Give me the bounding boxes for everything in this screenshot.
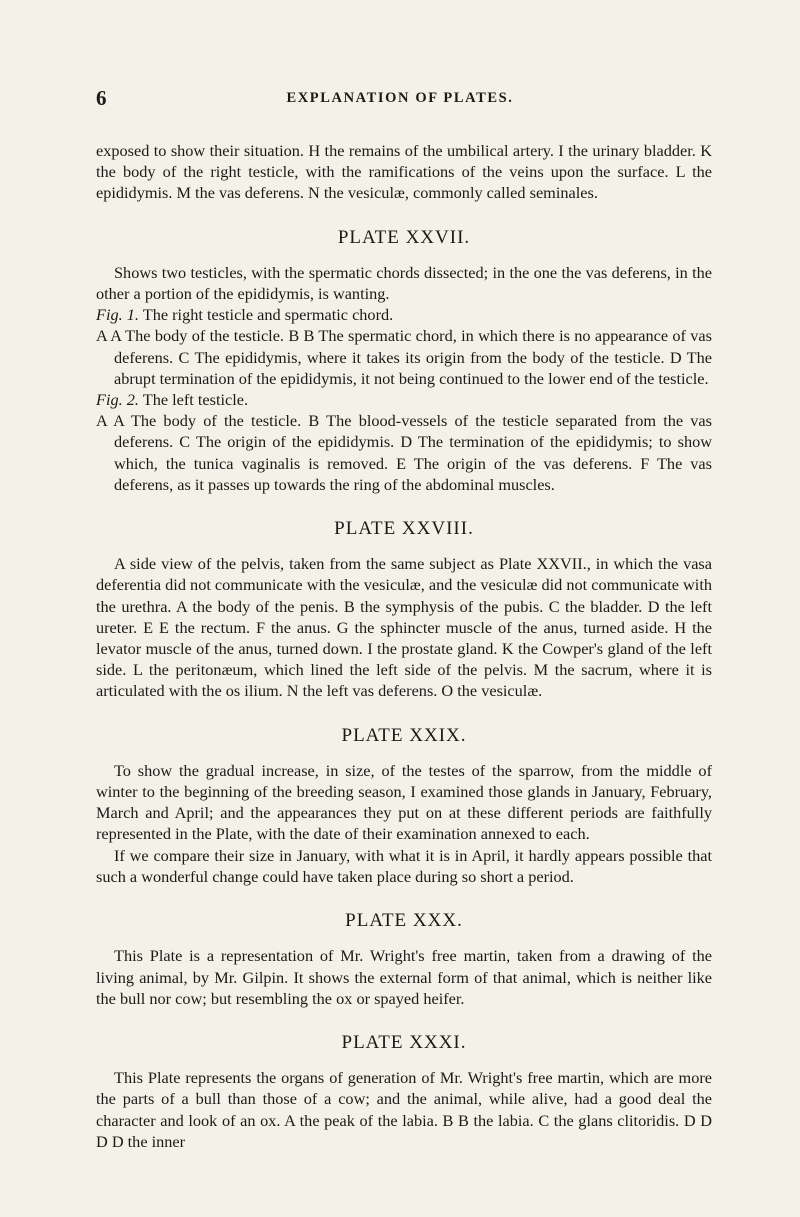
plate-27-fig-2-caption [96, 389, 712, 410]
page-header [96, 86, 704, 112]
fig-1-label: Fig. 1. [96, 305, 139, 325]
page-body [96, 140, 712, 1152]
plate-27-fig-1-legend: A A The body of the testicle. B B The spermatic chord, in which there is no appearance of vas deferens. C The epididymis, where it takes its origin from the body of the testicle. D The abrupt termination of the epididymis, it not being continued to the lower end of the testicle. [96, 326, 712, 388]
plate-28-heading: PLATE XXVIII. [334, 518, 474, 540]
plate-28-text: A side view of the pelvis, taken from the same subject as Plate XXVII., in which the vasa deferentia did not communicate with the vesiculæ, and the vesiculæ did not communicate with the urethra. A the body of the penis. B the symphysis of the pubis. C the bladder. D the left ureter. E E the rectum. F the anus. G the sphincter muscle of the anus, turned aside. H the levator muscle of the anus, turned down. I the prostate gland. K the Cowper's gland of the left side. L the peritonæum, which lined the left side of the pelvis. M the sacrum, where it is articulated with the os ilium. N the left vas deferens. O the vesiculæ. [96, 554, 712, 701]
plate-29-heading: PLATE XXIX. [341, 724, 467, 746]
plate-27-fig-1-caption [96, 304, 712, 325]
running-title: EXPLANATION OF PLATES. [286, 90, 514, 106]
plate-27-heading: PLATE XXVII. [337, 226, 471, 248]
plate-30-heading: PLATE XXX. [345, 910, 463, 932]
page-number: 6 [96, 86, 107, 110]
plate-29-paragraph-2: If we compare their size in January, with what it is in April, it hardly appears possible that such a wonderful change could have taken place during so short a period. [96, 845, 712, 886]
plate-29-paragraph-1: To show the gradual increase, in size, of the testes of the sparrow, from the middle of winter to the beginning of the breeding season, I examined those glands in January, February, March and April; and the appearances they put on at these different periods are faithfully represented in the Plate, with the date of their examination annexed to each. [96, 760, 712, 844]
plate-30-text: This Plate is a representation of Mr. Wright's free martin, taken from a drawing of the living animal, by Mr. Gilpin. It shows the external form of that animal, which is neither like the bull nor cow; but resembling the ox or spayed heifer. [96, 946, 712, 1008]
fig-1-title: The right testicle and spermatic chord. [138, 305, 394, 325]
plate-31-text: This Plate represents the organs of generation of Mr. Wright's free martin, which are more the parts of a bull than those of a cow; and the animal, while alive, had a good deal the character and look of an ox. A the peak of the labia. B B the labia. C the glans clitoridis. D D D D the inner [96, 1068, 712, 1151]
fig-2-title: The left testicle. [138, 390, 249, 410]
plate-31-heading: PLATE XXXI. [341, 1031, 467, 1053]
plate-27-fig-2-legend: A A The body of the testicle. B The blood-vessels of the testicle separated from the vas deferens. C The origin of the epididymis. D The termination of the epididymis; to show which, the tunica vaginalis is removed. E The origin of the vas deferens. F The vas deferens, as it passes up towards the ring of the abdominal muscles. [96, 411, 712, 494]
plate-27-intro: Shows two testicles, with the spermatic chords dissected; in the one the vas deferens, in the other a portion of the epididymis, is wanting. [96, 262, 712, 304]
continued-paragraph: exposed to show their situation. H the remains of the umbilical artery. I the urinary bladder. K the body of the right testicle, with the ramifications of the veins upon the surface. L the epididymis. M the vas deferens. N the vesiculæ, commonly called seminales. [96, 141, 712, 203]
fig-2-label: Fig. 2. [96, 390, 139, 410]
